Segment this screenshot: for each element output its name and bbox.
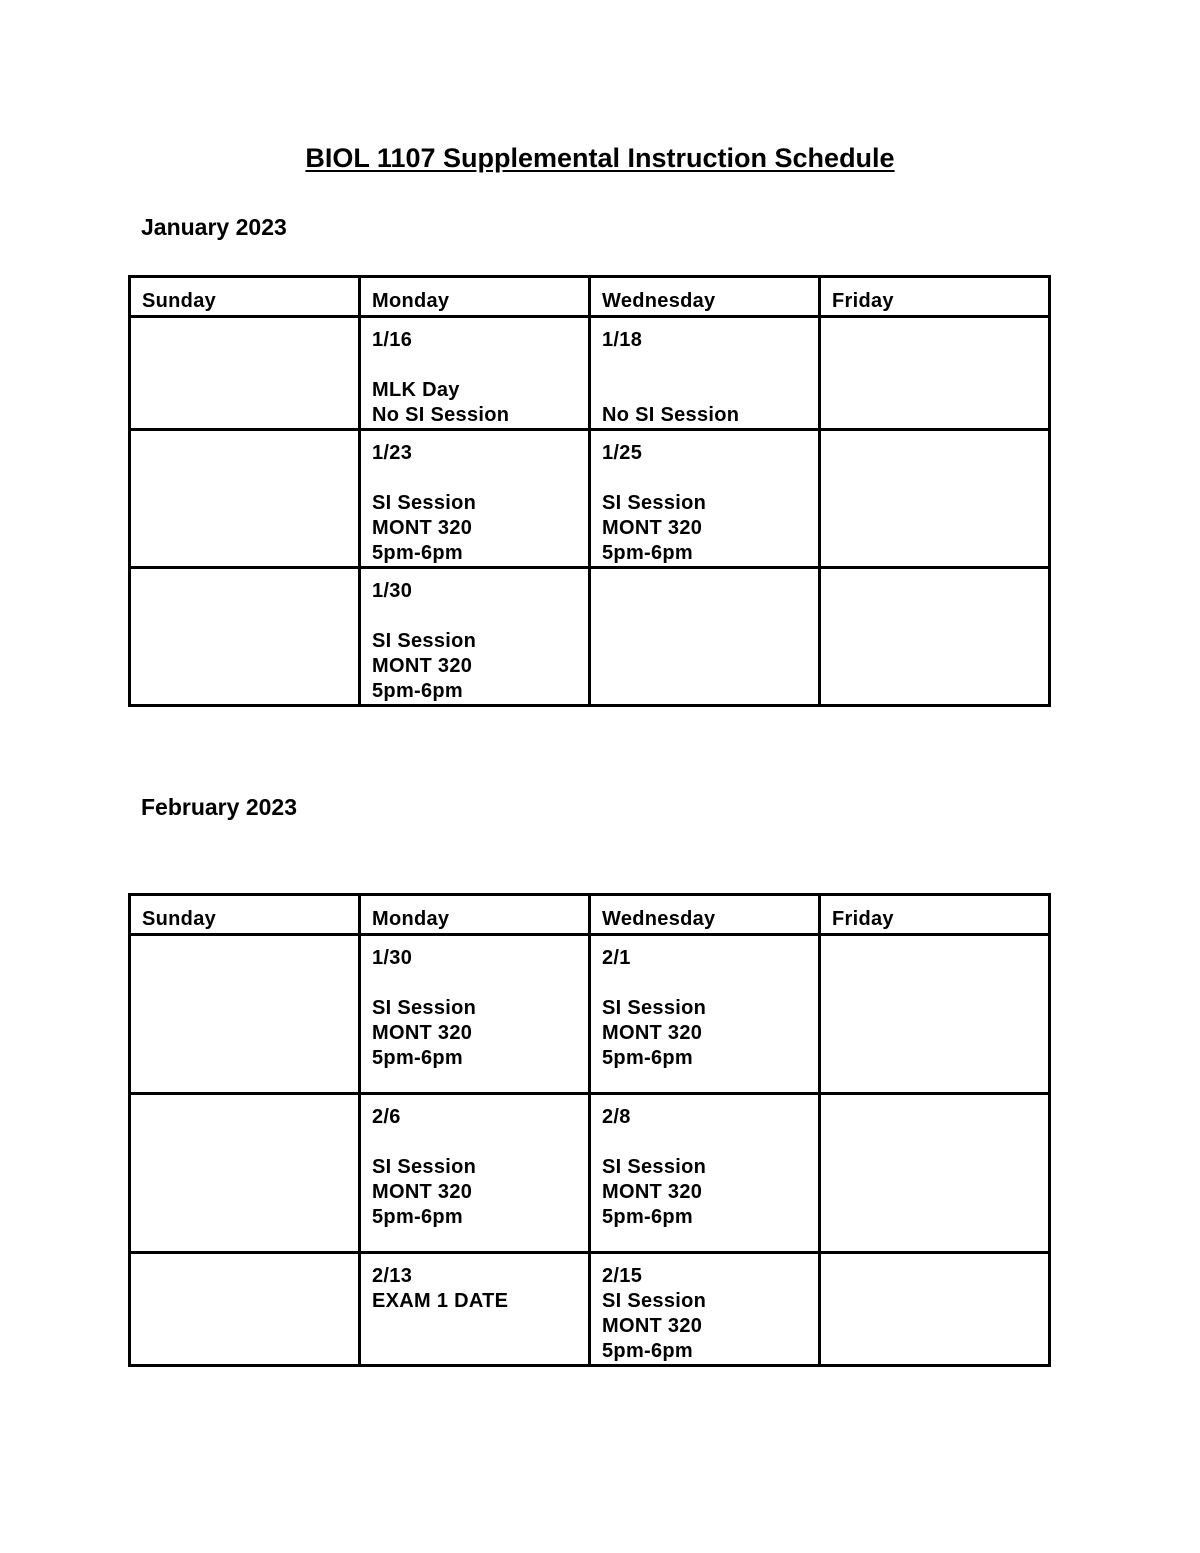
cell-date: 1/30 (372, 947, 413, 969)
cell-friday (820, 1094, 1050, 1253)
cell-date: 2/13 (372, 1265, 413, 1287)
cell-date: 1/16 (372, 329, 413, 351)
cell-session: SI Session (602, 997, 707, 1019)
page-title: BIOL 1107 Supplemental Instruction Schedule (305, 143, 895, 173)
cell-session: SI Session (372, 1156, 477, 1178)
table-row (130, 568, 1050, 706)
cell-monday (360, 317, 590, 430)
cell-time: 5pm-6pm (372, 1206, 464, 1228)
cell-session: SI Session (372, 630, 477, 652)
cell-location: MONT 320 (372, 1022, 473, 1044)
cell-location: MONT 320 (602, 1315, 703, 1337)
cell-date: 2/15 (602, 1265, 643, 1287)
cell-friday (820, 1253, 1050, 1366)
cell-note: EXAM 1 DATE (372, 1290, 509, 1312)
cell-monday (360, 430, 590, 568)
cell-sunday (130, 430, 360, 568)
cell-time: 5pm-6pm (602, 1340, 694, 1362)
cell-session: SI Session (602, 1290, 707, 1312)
cell-date: 1/30 (372, 580, 413, 602)
cell-date: 2/6 (372, 1106, 401, 1128)
schedule-table-january (128, 275, 1051, 707)
cell-session: SI Session (602, 492, 707, 514)
table-row (130, 317, 1050, 430)
table-row (130, 430, 1050, 568)
month-heading-february: February 2023 (141, 794, 297, 820)
cell-session: SI Session (602, 1156, 707, 1178)
cell-note: MLK Day (372, 379, 460, 401)
cell-location: MONT 320 (602, 1181, 703, 1203)
cell-friday (820, 430, 1050, 568)
cell-sunday (130, 1253, 360, 1366)
cell-wednesday (590, 1094, 820, 1253)
cell-friday (820, 317, 1050, 430)
cell-wednesday (590, 1253, 820, 1366)
column-header-sunday: Sunday (130, 277, 360, 317)
cell-location: MONT 320 (602, 517, 703, 539)
cell-sunday (130, 317, 360, 430)
column-header-monday: Monday (360, 277, 590, 317)
table-row (130, 1253, 1050, 1366)
cell-date: 1/18 (602, 329, 643, 351)
cell-session: SI Session (372, 997, 477, 1019)
schedule-table-february (128, 893, 1051, 1367)
cell-date: 2/8 (602, 1106, 631, 1128)
cell-monday (360, 568, 590, 706)
column-header-wednesday: Wednesday (590, 277, 820, 317)
cell-wednesday (590, 430, 820, 568)
table-header-row (130, 277, 1050, 317)
cell-session: SI Session (372, 492, 477, 514)
cell-friday (820, 568, 1050, 706)
column-header-sunday: Sunday (130, 895, 360, 935)
cell-monday (360, 1253, 590, 1366)
cell-location: MONT 320 (372, 1181, 473, 1203)
cell-friday (820, 935, 1050, 1094)
cell-date: 1/25 (602, 442, 643, 464)
table-row (130, 1094, 1050, 1253)
table-row (130, 935, 1050, 1094)
cell-wednesday (590, 317, 820, 430)
cell-location: MONT 320 (602, 1022, 703, 1044)
cell-location: MONT 320 (372, 655, 473, 677)
cell-sunday (130, 568, 360, 706)
cell-time: 5pm-6pm (372, 680, 464, 702)
cell-time: 5pm-6pm (372, 542, 464, 564)
column-header-friday: Friday (820, 277, 1050, 317)
month-heading-january: January 2023 (141, 214, 287, 240)
cell-date: 2/1 (602, 947, 631, 969)
cell-time: 5pm-6pm (602, 1206, 694, 1228)
table-header-row (130, 895, 1050, 935)
column-header-friday: Friday (820, 895, 1050, 935)
cell-time: 5pm-6pm (602, 542, 694, 564)
cell-wednesday (590, 935, 820, 1094)
cell-time: 5pm-6pm (602, 1047, 694, 1069)
cell-time: 5pm-6pm (372, 1047, 464, 1069)
cell-note: No SI Session (602, 404, 740, 426)
cell-location: MONT 320 (372, 517, 473, 539)
cell-monday (360, 1094, 590, 1253)
cell-wednesday (590, 568, 820, 706)
cell-sunday (130, 935, 360, 1094)
cell-date: 1/23 (372, 442, 413, 464)
cell-sunday (130, 1094, 360, 1253)
cell-note: No SI Session (372, 404, 510, 426)
column-header-monday: Monday (360, 895, 590, 935)
cell-monday (360, 935, 590, 1094)
column-header-wednesday: Wednesday (590, 895, 820, 935)
